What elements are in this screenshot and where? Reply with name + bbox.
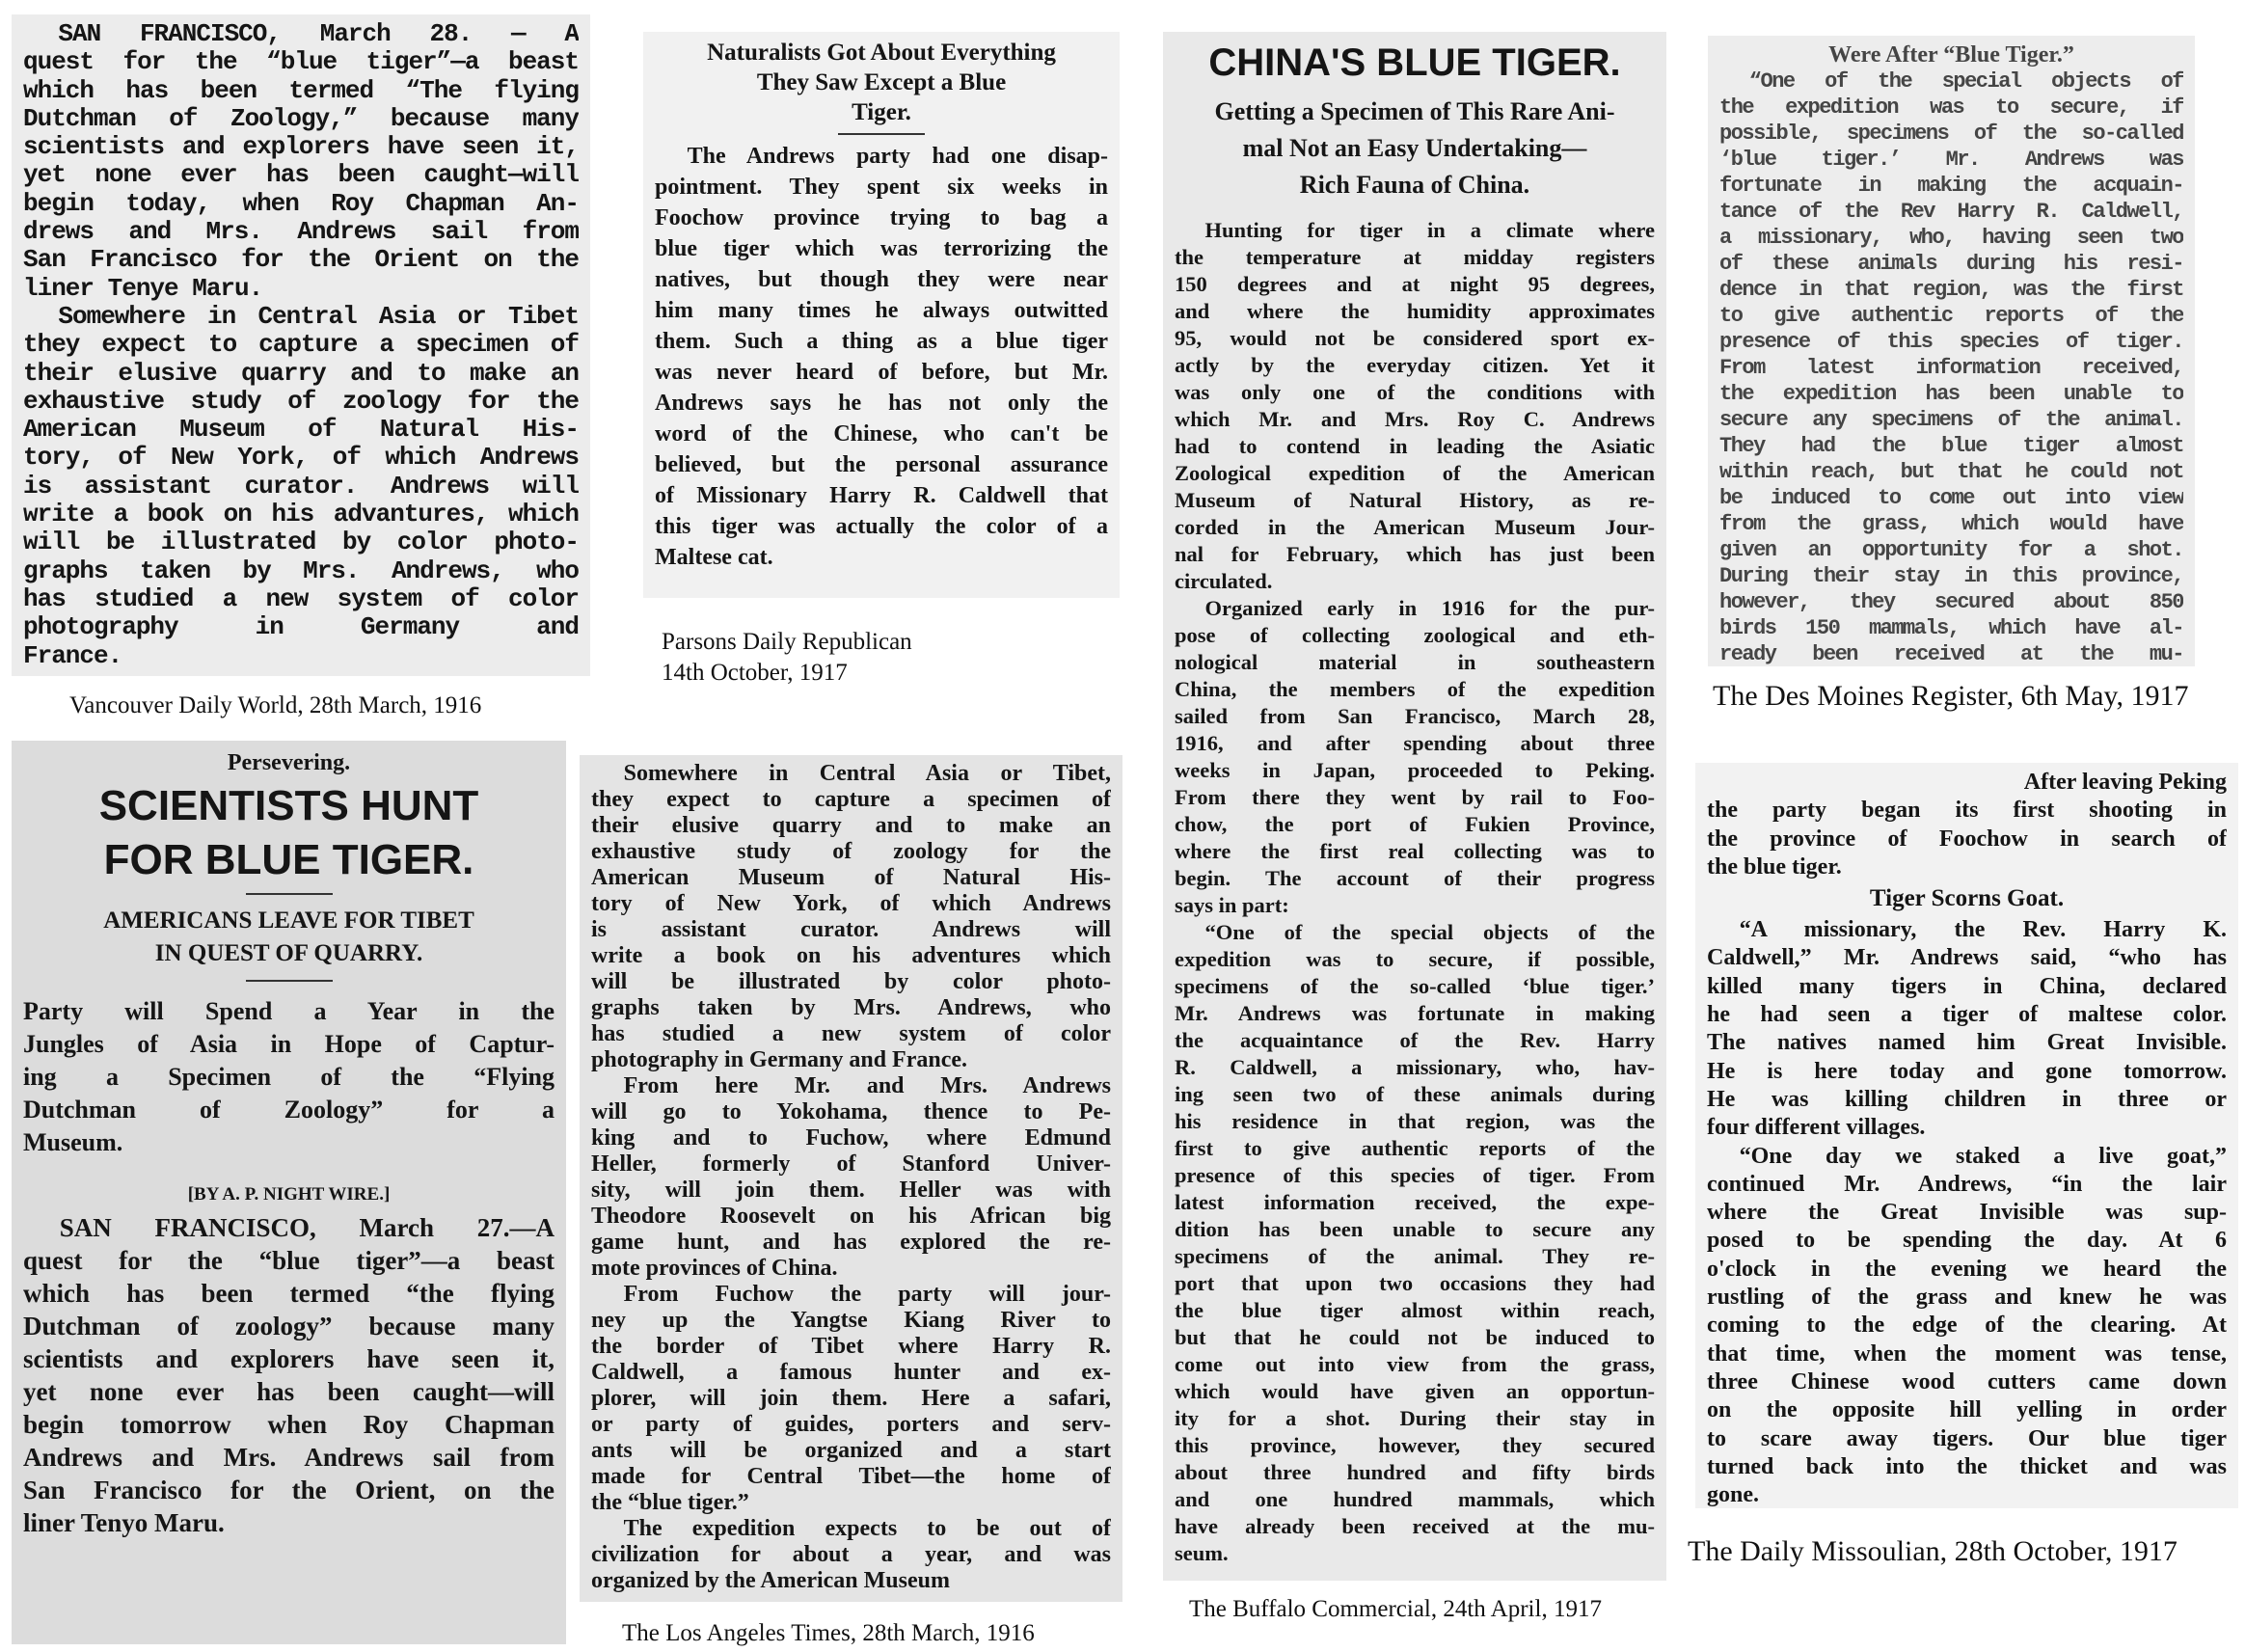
text-line: have already been received at the mu- <box>1175 1514 1655 1538</box>
text-line: the border of Tibet where Harry R. <box>591 1334 1111 1359</box>
article-paragraph <box>1707 797 2227 881</box>
caption-la-times: The Los Angeles Times, 28th March, 1916 <box>622 1620 1035 1646</box>
clipping-vancouver-daily-world <box>12 14 590 676</box>
text-line: which Mr. and Mrs. Roy C. Andrews <box>1175 407 1655 431</box>
text-line: yet none ever has been caught—will <box>23 161 579 190</box>
text-line: from the grass, which would have <box>1719 512 2183 536</box>
text-line: had to contend in leading the Asiatic <box>1175 434 1655 458</box>
text-line: The natives named him Great Invisible. <box>1707 1030 2227 1056</box>
text-line: exhaustive study of zoology for the <box>591 839 1111 864</box>
text-line: They Saw Except a Blue <box>756 69 1007 95</box>
text-line: The Andrews party had one disap- <box>687 144 1108 169</box>
subhead <box>23 905 554 970</box>
text-line: first to give authentic reports of the <box>1175 1136 1655 1160</box>
text-line: photography in Germany and <box>23 613 579 642</box>
article-paragraph <box>23 20 579 303</box>
headline <box>1719 41 2183 68</box>
text-line: this tiger was actually the color of a <box>655 514 1108 539</box>
text-line: China, the members of the expedition <box>1175 677 1655 701</box>
text-line: Museum. <box>23 1128 123 1156</box>
text-line: of Missionary Harry R. Caldwell that <box>655 483 1108 508</box>
text-line: “One of the special objects of <box>1748 69 2183 94</box>
text-line: fortunate in making the acquain- <box>1719 174 2183 198</box>
text-line: He is here today and gone tomorrow. <box>1707 1058 2227 1084</box>
text-line: latest information received, the expe- <box>1175 1190 1655 1214</box>
text-line: Were After “Blue Tiger.” <box>1828 42 2074 68</box>
article-paragraph <box>1175 919 1655 1567</box>
text-line: them. Such a thing as a blue tiger <box>655 329 1108 354</box>
text-line: yet none ever has been caught—will <box>23 1377 554 1406</box>
text-line: tory, of New York, of which Andrews <box>23 444 579 473</box>
text-line: actly by the everyday citizen. Yet it <box>1175 353 1655 377</box>
text-line: presence of this species of tiger. From <box>1175 1163 1655 1187</box>
text-line: Andrews says he has not only the <box>655 391 1108 416</box>
banner <box>23 779 554 887</box>
text-line: Dutchman of Zoology” for a <box>23 1096 554 1124</box>
text-line: SAN FRANCISCO, March 28. — A <box>58 20 579 48</box>
text-line: quest for the “blue tiger”—a beast <box>23 1246 554 1275</box>
text-line: scientists and explorers have seen it, <box>23 1344 554 1373</box>
text-line: 1916, and after spending about three <box>1175 731 1655 755</box>
text-line: Maltese cat. <box>655 545 773 570</box>
text-line: tance of the Rev Harry R. Caldwell, <box>1719 200 2183 224</box>
article-paragraph <box>1707 1143 2227 1508</box>
text-line: ity for a shot. During their stay in <box>1175 1406 1655 1430</box>
text-line: posed to be spending the day. At 6 <box>1707 1228 2227 1254</box>
clipping-buffalo-commercial <box>1163 32 1666 1581</box>
text-line: Rich Fauna of China. <box>1299 171 1530 199</box>
text-line: o'clock in the evening we heard the <box>1707 1256 2227 1282</box>
text-line: Somewhere in Central Asia or Tibet, <box>623 761 1111 786</box>
clipping-parsons-daily-republican <box>643 32 1120 598</box>
text-line: From Fuchow the party will jour- <box>623 1282 1111 1307</box>
text-line: made for Central Tibet—the home of <box>591 1464 1111 1489</box>
text-line: Zoological expedition of the American <box>1175 461 1655 485</box>
text-line: Caldwell, a famous hunter and ex- <box>591 1360 1111 1385</box>
caption-vancouver: Vancouver Daily World, 28th March, 1916 <box>69 692 482 718</box>
text-line: begin tomorrow when Roy Chapman <box>23 1410 554 1439</box>
dateline <box>23 1178 554 1211</box>
text-line: says in part: <box>1175 893 1289 917</box>
article-paragraph <box>1175 217 1655 595</box>
text-line: sailed from San Francisco, March 28, <box>1175 704 1655 728</box>
text-line: turned back into the thicket and was <box>1707 1453 2227 1479</box>
text-line: Tiger. <box>852 99 911 125</box>
text-line: chow, the port of Fukien Province, <box>1175 812 1655 836</box>
text-line: birds 150 mammals, which have al- <box>1719 616 2183 640</box>
text-line: about three hundred and fifty birds <box>1175 1460 1655 1484</box>
text-line: of these animals during his resi- <box>1719 252 2183 276</box>
text-line: ing a Specimen of the “Flying <box>23 1063 554 1091</box>
text-line: pose of collecting zoological and eth- <box>1175 623 1655 647</box>
text-line: From latest information received, <box>1719 356 2183 380</box>
text-line: presence of this species of tiger. <box>1719 330 2183 354</box>
text-line: which would have given an opportun- <box>1175 1379 1655 1403</box>
text-line: natives, but though they were near <box>655 267 1108 292</box>
text-line: During their stay in this province, <box>1719 564 2183 588</box>
text-line: The expedition expects to be out of <box>623 1516 1111 1541</box>
text-line: he had seen a tiger of maltese color. <box>1707 1002 2227 1028</box>
text-line: Museum of Natural History, as re- <box>1175 488 1655 512</box>
clipping-scientists-hunt <box>12 741 566 1644</box>
text-line: the acquaintance of the Rev. Harry <box>1175 1028 1655 1052</box>
text-line: has studied a new system of color <box>23 584 579 613</box>
text-line: drews and Mrs. Andrews sail from <box>23 218 579 247</box>
text-line: American Museum of Natural His- <box>23 416 579 445</box>
subhead <box>1707 881 2227 916</box>
text-line: game hunt, and has explored the re- <box>591 1230 1111 1255</box>
text-line: exhaustive study of zoology for the <box>23 387 579 416</box>
text-line: Getting a Specimen of This Rare Ani- <box>1214 97 1615 125</box>
text-line: believed, but the personal assurance <box>655 452 1108 477</box>
text-line: American Museum of Natural His- <box>591 865 1111 890</box>
text-line: organized by the American Museum <box>591 1568 950 1593</box>
article-paragraph <box>655 141 1108 573</box>
text-line: which has been termed “the flying <box>23 1279 554 1308</box>
text-line: mote provinces of China. <box>591 1256 838 1281</box>
text-line: Tiger Scorns Goat. <box>1869 885 2065 912</box>
text-line: king and to Fuchow, where Edmund <box>591 1125 1111 1151</box>
text-line: pointment. They spent six weeks in <box>655 175 1108 200</box>
text-line: continued Mr. Andrews, “in the lair <box>1707 1171 2227 1197</box>
text-line: Party will Spend a Year in the <box>23 997 554 1025</box>
caption-buffalo: The Buffalo Commercial, 24th April, 1917 <box>1189 1596 1602 1622</box>
caption-des-moines: The Des Moines Register, 6th May, 1917 <box>1713 680 2189 712</box>
caption-parsons <box>662 627 912 689</box>
text-line: dence in that region, was the first <box>1719 278 2183 302</box>
text-line: rustling of the grass and knew he was <box>1707 1285 2227 1311</box>
headline <box>23 746 554 779</box>
text-line: and one hundred mammals, which <box>1175 1487 1655 1511</box>
article-paragraph <box>23 1211 554 1539</box>
divider-rule <box>838 133 925 135</box>
text-line: AMERICANS LEAVE FOR TIBET <box>103 907 474 934</box>
clipping-daily-missoulian <box>1695 763 2238 1508</box>
text-line: After leaving Peking <box>2023 770 2227 795</box>
text-line: 95, would not be considered sport ex- <box>1175 326 1655 350</box>
text-line: photography in Germany and France. <box>591 1047 968 1072</box>
text-line: the party began its first shooting in <box>1707 798 2227 824</box>
text-line: IN QUEST OF QUARRY. <box>154 940 423 966</box>
text-line: expedition was to secure, if possible, <box>1175 947 1655 971</box>
text-line: nological material in southeastern <box>1175 650 1655 674</box>
text-line: given an opportunity for a shot. <box>1719 538 2183 562</box>
text-line: three Chinese wood cutters came down <box>1707 1368 2227 1395</box>
text-line: the expedition was to secure, if <box>1719 95 2183 120</box>
text-line: seum. <box>1175 1541 1229 1565</box>
text-line: Andrews and Mrs. Andrews sail from <box>23 1443 554 1472</box>
text-line: Hunting for tiger in a climate where <box>1204 218 1655 242</box>
text-line: will go to Yokohama, thence to Pe- <box>591 1099 1111 1124</box>
text-line: FOR BLUE TIGER. <box>103 836 474 883</box>
text-line: will be illustrated by color photo- <box>591 969 1111 994</box>
caption-missoulian: The Daily Missoulian, 28th October, 1917 <box>1688 1535 2177 1567</box>
text-line: the expedition has been unable to <box>1719 382 2183 406</box>
clipping-los-angeles-times <box>580 755 1122 1602</box>
caption-parsons-date: 14th October, 1917 <box>662 660 848 686</box>
text-line: CHINA'S BLUE TIGER. <box>1208 41 1621 84</box>
text-line: was never heard of before, but Mr. <box>655 360 1108 385</box>
text-line: to scare away tigers. Our blue tiger <box>1707 1425 2227 1451</box>
text-line: their elusive quarry and to make an <box>23 359 579 388</box>
text-line: write a book on his adventures which <box>591 943 1111 968</box>
text-line: specimens of the animal. They re- <box>1175 1244 1655 1268</box>
text-line: Naturalists Got About Everything <box>707 40 1056 66</box>
text-line: port that upon two occasions they had <box>1175 1271 1655 1295</box>
text-line: begin today, when Roy Chapman An- <box>23 189 579 218</box>
subhead <box>1175 94 1655 203</box>
text-line: Theodore Roosevelt on his African big <box>591 1204 1111 1229</box>
text-line: the “blue tiger.” <box>591 1490 749 1515</box>
text-line: dition has been unable to secure any <box>1175 1217 1655 1241</box>
text-line: France. <box>23 641 122 670</box>
text-line: four different villages. <box>1707 1115 1926 1141</box>
article-paragraph <box>1707 916 2227 1142</box>
text-line: the temperature at midday registers <box>1175 245 1655 269</box>
text-line: graphs taken by Mrs. Andrews, who <box>591 995 1111 1020</box>
text-line: the province of Foochow in search of <box>1707 826 2227 852</box>
text-line: where the Great Invisible was sup- <box>1707 1200 2227 1226</box>
article-paragraph <box>591 761 1111 1073</box>
text-line: will be illustrated by color photo- <box>23 528 579 557</box>
text-line: SAN FRANCISCO, March 27.—A <box>59 1213 554 1242</box>
text-line: blue tiger which was terrorizing the <box>655 236 1108 261</box>
text-line: Dutchman of Zoology,” because many <box>23 104 579 133</box>
text-line: is assistant curator. Andrews will <box>23 472 579 501</box>
text-line: that time, when the moment was tense, <box>1707 1341 2227 1367</box>
text-line: Heller, formerly of Stanford Univer- <box>591 1151 1111 1177</box>
text-line: SCIENTISTS HUNT <box>98 782 479 829</box>
text-line: has studied a new system of color <box>591 1021 1111 1046</box>
text-line: “A missionary, the Rev. Harry K. <box>1739 917 2227 943</box>
text-line: “One of the special objects of the <box>1204 920 1655 944</box>
text-line: word of the Chinese, who can't be <box>655 421 1108 447</box>
clipping-des-moines-register <box>1708 36 2195 666</box>
text-line: ing seen two of these animals during <box>1175 1082 1655 1106</box>
text-line: or party of guides, porters and serv- <box>591 1412 1111 1437</box>
text-line: ants will be organized and a start <box>591 1438 1111 1463</box>
text-line: his residence in that region, was the <box>1175 1109 1655 1133</box>
text-line: him many times he always outwitted <box>655 298 1108 323</box>
text-line: liner Tenyo Maru. <box>23 1508 225 1537</box>
text-line: they expect to capture a specimen of <box>23 331 579 360</box>
article-paragraph <box>591 1073 1111 1282</box>
text-line: [BY A. P. NIGHT WIRE.] <box>187 1184 391 1205</box>
divider-rule <box>246 980 333 982</box>
text-line: coming to the edge of the clearing. At <box>1707 1313 2227 1339</box>
text-line: but that he could not be induced to <box>1175 1325 1655 1349</box>
text-line: within reach, but that he could not <box>1719 460 2183 484</box>
text-line: civilization for about a year, and was <box>591 1542 1111 1567</box>
text-line: scientists and explorers have seen it, <box>23 133 579 162</box>
text-line: they expect to capture a specimen of <box>591 787 1111 812</box>
text-line: ‘blue tiger.’ Mr. Andrews was <box>1719 148 2183 172</box>
text-line: circulated. <box>1175 569 1273 593</box>
text-line: killed many tigers in China, declared <box>1707 973 2227 999</box>
divider-rule <box>246 893 333 895</box>
text-line: San Francisco for the Orient, on the <box>23 1476 554 1504</box>
text-line: Somewhere in Central Asia or Tibet <box>58 302 579 331</box>
text-line: mal Not an Easy Undertaking— <box>1242 134 1587 162</box>
text-line: begin. The account of their progress <box>1175 866 1655 890</box>
text-line: specimens of the so-called ‘blue tiger.’ <box>1175 974 1655 998</box>
text-line: ready been received at the mu- <box>1719 642 2183 666</box>
text-line: Mr. Andrews was fortunate in making <box>1175 1001 1655 1025</box>
text-line: tory of New York, of which Andrews <box>591 891 1111 916</box>
article-paragraph <box>591 1282 1111 1516</box>
text-line: gone. <box>1707 1482 1759 1508</box>
text-line: quest for the “blue tiger”—a beast <box>23 48 579 77</box>
text-line: ney up the Yangtse Kiang River to <box>591 1308 1111 1333</box>
banner <box>1175 38 1655 88</box>
text-line: plorer, will join them. Here a safari, <box>591 1386 1111 1411</box>
text-line: a missionary, who, having seen two <box>1719 226 2183 250</box>
text-line: weeks in Japan, proceeded to Peking. <box>1175 758 1655 782</box>
text-line: From here Mr. and Mrs. Andrews <box>623 1073 1111 1098</box>
caption-parsons-title: Parsons Daily Republican <box>662 629 912 655</box>
text-line: to give authentic reports of the <box>1719 304 2183 328</box>
article-paragraph <box>1175 595 1655 919</box>
text-line: be induced to come out into view <box>1719 486 2183 510</box>
text-line: corded in the American Museum Jour- <box>1175 515 1655 539</box>
text-line: From there they went by rail to Foo- <box>1175 785 1655 809</box>
text-line: R. Caldwell, a missionary, who, hav- <box>1175 1055 1655 1079</box>
headline <box>655 38 1108 127</box>
article-paragraph <box>23 303 579 670</box>
text-line: 150 degrees and at night 95 degrees, <box>1175 272 1655 296</box>
text-line: possible, specimens of the so-called <box>1719 122 2183 146</box>
text-line: Dutchman of zoology” because many <box>23 1312 554 1341</box>
text-line: He was killing children in three or <box>1707 1086 2227 1112</box>
text-line: Caldwell,” Mr. Andrews said, “who has <box>1707 945 2227 971</box>
text-line: the blue tiger. <box>1707 853 1842 880</box>
text-line: where the first real collecting was to <box>1175 839 1655 863</box>
text-line: They had the blue tiger almost <box>1719 434 2183 458</box>
text-line: San Francisco for the Orient on the <box>23 246 579 275</box>
text-line: come out into view from the grass, <box>1175 1352 1655 1376</box>
text-line: is assistant curator. Andrews will <box>591 917 1111 942</box>
article-paragraph <box>591 1516 1111 1594</box>
text-line: liner Tenye Maru. <box>23 274 263 303</box>
text-line: Jungles of Asia in Hope of Captur- <box>23 1030 554 1058</box>
deck <box>23 995 554 1159</box>
text-line: was only one of the conditions with <box>1175 380 1655 404</box>
article-paragraph <box>1719 68 2183 666</box>
text-line: secure any specimens of the animal. <box>1719 408 2183 432</box>
text-line: Persevering. <box>227 750 351 775</box>
text-line: their elusive quarry and to make an <box>591 813 1111 838</box>
text-line: Foochow province trying to bag a <box>655 205 1108 230</box>
text-line: “One day we staked a live goat,” <box>1739 1143 2227 1169</box>
text-line: however, they secured about 850 <box>1719 590 2183 614</box>
text-line: graphs taken by Mrs. Andrews, who <box>23 556 579 585</box>
text-line: the blue tiger almost within reach, <box>1175 1298 1655 1322</box>
text-line: this province, however, they secured <box>1175 1433 1655 1457</box>
pullright <box>1707 769 2227 797</box>
text-line: and where the humidity approximates <box>1175 299 1655 323</box>
text-line: sity, will join them. Heller was with <box>591 1178 1111 1203</box>
text-line: Organized early in 1916 for the pur- <box>1204 596 1655 620</box>
text-line: write a book on his advantures, which <box>23 501 579 529</box>
text-line: on the opposite hill yelling in order <box>1707 1397 2227 1423</box>
text-line: which has been termed “The flying <box>23 76 579 105</box>
text-line: nal for February, which has just been <box>1175 542 1655 566</box>
